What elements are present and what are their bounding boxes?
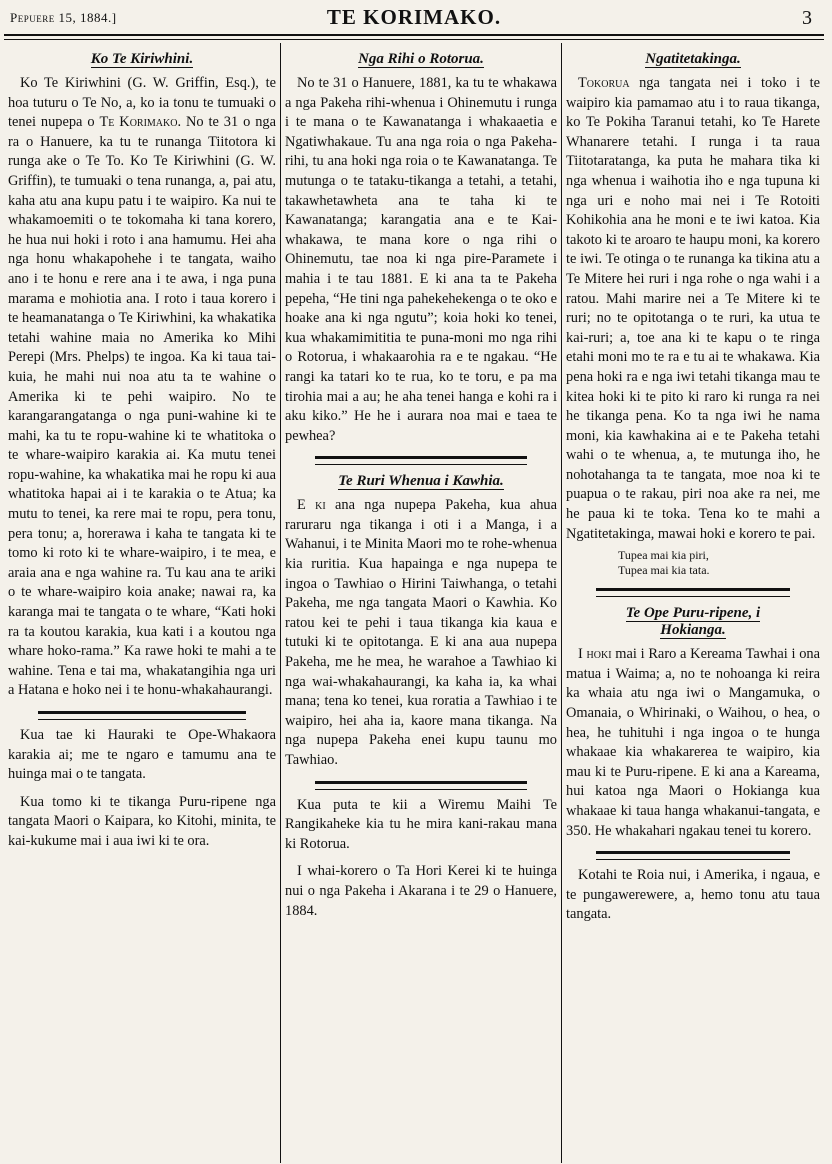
newspaper-title: TE KORIMAKO. xyxy=(326,5,502,29)
column-2 xyxy=(281,43,561,1163)
news-item: Kua puta te kii a Wiremu Maihi Te Rangikaheke kia tu he mira kani-rakau mana ki Rotorua. xyxy=(285,796,557,852)
article-paragraph: Ko Te Kiriwhini (G. W. Griffin, Esq.), te hoa tuturu o Te No, a, ko ia tonu te tumuaki o tenei nupepa o Te Korimako. No te 31 o nga ra o Hanuere, ka tu te runanga Tiitotora ki runga ake o Te To. Ko Te Kiriwhini (G. W. Griffin), te tumuaki o tena runanga, a, pai atu, kaha atu ana kupu patu i te waipiro. Ka nui te whakamoemiti o te tokomaha ki tana korero, he hua nui hoki i roto i ana hamumu. Hei aha nga honu whakapohehe i te tangata, waiho ano i te honu e rere ana i te awa, i nga puna marama e mohiotia ana. I roto i taua korero i te heamanatanga o Te Kiriwhini, ka whakatika tetahi wahine maia no Amerika ko Mihi Perepi (Mrs. Phelps) te ingoa. Ka ki taua tai-kuia, he mahi nui noa atu ta te wahine o Amerika ki te pehi waipiro. No te karangarangatanga o nga puni-wahine ki te mahi, ka tu te ropu-wahine ki te whatitoka o te whare-waipiro karakia ai. Ka mutu tenei ropu-wahine, ka whakatika mai he ropu ki aua whatitoka hapai ai i te karakia o te Atua; ka mutu to tenei, ka rere mai te ropu, pera tonu, pera tonu; a, horerawa i kaha te tangata ki te tomo ki roto ki te whare-waipiro, i te mea, e araia ana e nga wahine ra. Tu kau ana te ariki o te whare-waipiro koia anake; nawai ra, ka karanga mai te tangata o te whare, “Kati hoki ra ta koutou karakia, kua kati i a koutou nga whare hoko-rama.” Ka rawe hoki te mahi a te wahine. Tena e tai ma, whakatangihia nga uri a Hatana e hoko nei i te honu-whakahaurangi. xyxy=(8,75,277,699)
newspaper-name-inline: Te Korimako. xyxy=(99,114,182,131)
verse-line: Tupea mai kia piri, xyxy=(618,548,709,563)
verse-line: Tupea mai kia tata. xyxy=(618,563,710,578)
section-divider xyxy=(315,781,527,790)
article-heading: Nga Rihi o Rotorua. xyxy=(358,51,484,67)
section-divider xyxy=(315,456,527,465)
article-paragraph: E ki ana nga nupepa Pakeha, kua ahua raruraru nga tikanga i oti i a Manga, i a Wahanui, i te Minita Maori mo te rohe-whenua kia ruritia. Kua hapainga e nga nupepa te ingoa o Tawhiao o Hirini Taiwhanga, o tetahi Pakeha, me nga tangata Maori o Kawhia. Ko ratou kei te pehi i taua tikanga kia kaua e tutuki ki te opitotanga. E ki ana aua nupepa Pakeha, me he mea, he warahoe a Tawhiao ki nga wai-whakahaurangi, ka kaha ia, ka whai mana; tena ko tenei, kua roratia a Tawhiao i te waipiro, hei aha ia, kaore mana tikanga. Na nga nupepa Pakeha enei kupu taunu mo Tawhiao. xyxy=(285,497,557,768)
section-divider xyxy=(596,588,790,597)
masthead-rule xyxy=(4,34,824,40)
article-heading: Ngatitetakinga. xyxy=(645,51,741,67)
verse xyxy=(618,548,820,578)
article-heading: Te Ope Puru-ripene, i Hokianga. xyxy=(625,605,761,639)
issue-date: Pepuere 15, 1884.] xyxy=(10,10,117,25)
article-paragraph: No te 31 o Hanuere, 1881, ka tu te whakawa a nga Pakeha rihi-whenua i Ohinemutu i runga i te mana o te Kawanatanga i whakaaetia e Ngatiwhakaue. Tu ana nga roia o nga Pakeha-rihi, tu ana hoki nga roia o te Kawanatanga. Te mutunga o te tataku-tikanga a tetahi, a tetahi, takawhetawheta ana te taha ki te Kawanatanga; karangatia ana e te Kai-whakawa, te mana kore o nga rihi o Ohinemutu, tae noa ki nga pire-Paramete i mahia i te tau 1881. E ki ana ta te Pakeha pepeha, “He tini nga pahekehekenga o te oko e hoake ana ki nga ngutu”; koia hoki ko tenei, kua whakamimititia te puna-moni mo nga rihi o Rotorua, i whakaarohia ra e te ngakau. “He rangi ka tatari ko te rua, ko te toru, e pa ma tirohia mai a au; he aha tenei hanga e kohi ra i aku kiko.” He he i aurara noa mai e taea te pewhea? xyxy=(285,75,557,444)
section-divider xyxy=(596,851,790,860)
news-item: Kua tomo ki te tikanga Puru-ripene nga tangata Maori o Kaipara, ko Kitohi, minita, te kai-kukume mai i aua iwi ki te ora. xyxy=(8,793,276,849)
article-heading: Te Ruri Whenua i Kawhia. xyxy=(338,473,504,490)
column-1 xyxy=(4,43,280,1163)
section-divider xyxy=(38,711,246,720)
article-paragraph: I hoki mai i Raro a Kereama Tawhai i ona matua i Waima; a, no te nohoanga ki reira ka whaia atu nga iwi o Mangamuka, o Omanaia, o Whirinaki, o Waihou, o hea, o hea, he tuhituhi i nga ingoa o te hunga whakaae kia whakarerea te waipiro, kia mau ki te Puru-ripene. E ki ana a Kareama, hui katoa nga Maori o Hokianga kua whakaae ki taua hanga whakanui-tangata, e 350. He whakahari ngakau tenei tu korero. xyxy=(566,646,820,839)
article-paragraph: Tokorua nga tangata nei i toko i te waipiro kia pamamao atu i to raua tikanga, ko Te Pokiha Taranui tetahi, ko Te Harete Whanarere tetahi. I runga i ta raua Tiitotaratanga, ka puta he mahara tika ki nga whenua i waihotia iho e nga tupuna ki nga uri e noho mai nei i Te Rotoiti Kohikohia ana he moni e te iwi katoa. Kia takoto ki te aroaro te haupu moni, ka korero te iwi. Te otinga o te runanga ka tikina atu a Te Mitere hei ruri i nga rohe o nga wahi i a ratou. Mahi marire nei a Te Mitere ki te ruri; no te opitotanga o te ruri, ka utua te kai-ruri; a, toe ana ki te kapu o te ringa etahi moni mo te ra e tu ai te whakawa. Kia pena hoki ra e nga iwi tetahi tikanga mau te kitea hoki ki te pito ki raro ki runga ra nei he tikanga pena. Ko ta nga iwi he nama moni, kia kawhakina ai e te Pakeha tetahi wahi o te whenua, a, te mutunga iho, he nohotahanga ta te tangata, moe noa ki te puapua o te rakau, piri noa ake ra nei, me he paua ki te toka. Tena ko te mahi a Ngatitetakinga, mawai hoki e korero te pai. xyxy=(566,75,820,542)
news-item: I whai-korero o Ta Hori Kerei ki te huinga nui o nga Pakeha i Akarana i te 29 o Hanuere, 1884. xyxy=(285,863,557,919)
page-number: 3 xyxy=(802,7,812,29)
columns xyxy=(4,43,824,1163)
news-item: Kotahi te Roia nui, i Amerika, i ngaua, e te pungawerewere, a, hemo tonu atu taua tangata. xyxy=(566,867,820,923)
masthead xyxy=(4,4,824,34)
article-heading: Ko Te Kiriwhini. xyxy=(90,51,194,67)
news-item: Kua tae ki Hauraki te Ope-Whakaora karakia ai; me te ngaro e tamumu ana te huinga mai o te tangata. xyxy=(8,727,276,783)
column-3 xyxy=(562,43,824,1163)
